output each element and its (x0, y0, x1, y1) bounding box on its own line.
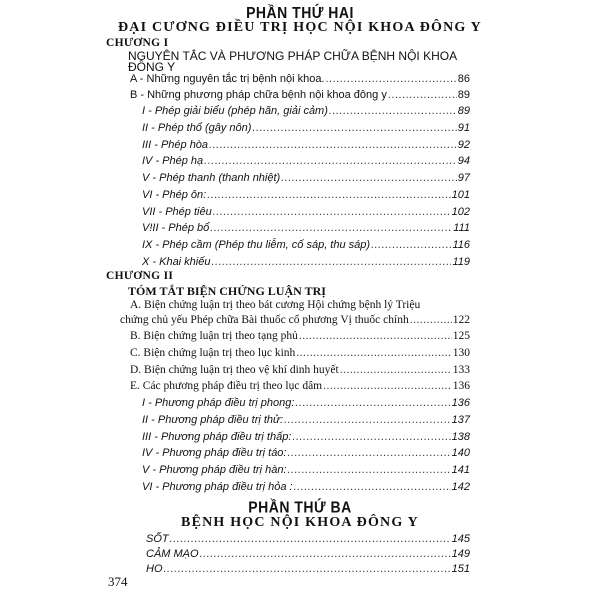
toc-entry[interactable] (130, 364, 470, 376)
toc-entry[interactable] (142, 139, 470, 151)
page-number: 374 (108, 574, 128, 589)
leader-dots (164, 563, 451, 575)
part3-title: BỆNH HỌC NỘI KHOA ĐÔNG Y (181, 515, 419, 531)
leader-dots (295, 397, 450, 409)
toc-entry-page: 119 (452, 255, 470, 268)
toc-entry-text: I - Phép giải biểu (phép hãn, giải cảm) (142, 105, 328, 118)
toc-entry-text: II - Phương pháp điều trị thử: (142, 413, 284, 426)
toc-entry-page: 149 (451, 548, 470, 561)
toc-entry-text: X - Khai khiếu (142, 255, 211, 268)
toc-entry-text: C. Biện chứng luận trị theo lục kinh (130, 346, 296, 359)
toc-entry-text: IV - Phương pháp điều trị táo: (142, 447, 287, 460)
toc-entry[interactable] (142, 431, 470, 443)
leader-dots (388, 89, 457, 101)
toc-entry-text: I - Phương pháp điều trị phong: (142, 397, 295, 410)
toc-entry-text: II - Phép thổ (gây nôn) (142, 121, 252, 134)
toc-entry-text: B - Những phương pháp chữa bệnh nội khoa đông y (130, 89, 387, 102)
toc-entry-page: 145 (451, 533, 470, 546)
toc-entry[interactable] (142, 256, 470, 268)
toc-entry[interactable] (142, 239, 470, 251)
toc-entry[interactable] (142, 189, 470, 201)
toc-entry[interactable] (142, 172, 470, 184)
toc-entry[interactable] (142, 155, 470, 167)
toc-entry-text: CẢM MẠO (146, 548, 199, 561)
toc-entry-page: 133 (452, 363, 470, 376)
toc-entry-text: B. Biện chứng luận trị theo tạng phủ (130, 330, 298, 343)
chapter2-title: TÓM TẮT BIỆN CHỨNG LUẬN TRỊ (128, 283, 326, 298)
toc-entry-text: E. Các phương pháp điều trị theo lục dâm (130, 380, 323, 393)
toc-entry[interactable] (130, 347, 470, 359)
toc-entry-text: III - Phép hòa (142, 138, 209, 151)
leader-dots (170, 533, 451, 545)
leader-dots (340, 364, 452, 376)
part2-heading: PHẦN THỨ HAI (246, 2, 354, 21)
toc-entry-text: D. Biện chứng luận trị theo vệ khí dinh huyết (130, 363, 339, 376)
chapter1-title: NGUYÊN TẮC VÀ PHƯƠNG PHÁP CHỮA BỆNH NỘI KHOA ĐÔNG Y (128, 49, 457, 75)
toc-entry-page: 125 (452, 330, 470, 343)
leader-dots (284, 414, 451, 426)
toc-entry[interactable] (142, 464, 470, 476)
part2-title: ĐẠI CƯƠNG ĐIỀU TRỊ HỌC NỘI KHOA ĐÔNG Y (118, 20, 482, 36)
toc-entry-page: 91 (457, 121, 470, 134)
toc-entry[interactable] (130, 73, 470, 85)
toc-entry[interactable] (130, 380, 470, 392)
leader-dots (296, 347, 451, 359)
toc-entry-text: VII - Phép tiêu (142, 205, 212, 218)
leader-dots (252, 122, 456, 134)
leader-dots (287, 447, 450, 459)
toc-entry-text: HO (146, 563, 163, 576)
toc-entry[interactable] (142, 397, 470, 409)
toc-entry-a-line1[interactable]: A. Biện chứng luận trị theo bát cương Hội chứng bệnh lý Triệu (130, 299, 421, 312)
toc-entry-text: III - Phương pháp điều trị thấp: (142, 430, 292, 443)
toc-entry[interactable] (146, 533, 470, 545)
toc-entry-page: 101 (451, 188, 470, 201)
toc-entry-text: chứng chủ yếu Phép chữa Bài thuốc cổ phương Vị thuốc chính (120, 314, 409, 327)
toc-entry-page: 136 (451, 397, 470, 410)
toc-entry-page: 141 (451, 464, 470, 477)
leader-dots (323, 380, 452, 392)
toc-entry[interactable] (142, 414, 470, 426)
toc-entry-text: SỐT (146, 533, 169, 546)
leader-dots (371, 239, 451, 251)
toc-entry-text: IV - Phép hạ (142, 155, 204, 168)
leader-dots (299, 330, 452, 342)
toc-entry[interactable] (130, 330, 470, 342)
toc-entry-page: 122 (452, 314, 470, 327)
toc-entry[interactable] (146, 563, 470, 575)
leader-dots (207, 189, 450, 201)
leader-dots (326, 73, 457, 85)
toc-entry-page: 111 (453, 222, 470, 235)
leader-dots (213, 206, 451, 218)
toc-entry-text: A - Những nguyên tắc trị bệnh nội khoa. (130, 72, 325, 85)
toc-entry[interactable] (130, 89, 470, 101)
toc-entry-page: 142 (451, 480, 470, 493)
leader-dots (281, 172, 457, 184)
toc-entry-text: IX - Phép cầm (Phép thu liễm, cố sáp, thu sáp) (142, 239, 371, 251)
toc-entry[interactable] (142, 122, 470, 134)
toc-entry-text: V - Phương pháp điều trị hàn: (142, 464, 287, 477)
toc-entry-page: 130 (452, 346, 470, 359)
toc-entry-page: 89 (457, 105, 470, 118)
toc-entry-page: 89 (457, 89, 470, 102)
leader-dots (211, 256, 451, 268)
toc-entry-page: 97 (457, 172, 470, 185)
chapter1-label: CHƯƠNG I (106, 37, 169, 50)
toc-entry-page: 102 (451, 205, 470, 218)
toc-entry-page: 136 (452, 380, 470, 393)
toc-entry-page: 137 (451, 413, 470, 426)
toc-entry[interactable] (142, 105, 470, 117)
leader-dots (209, 139, 457, 151)
toc-entry[interactable] (142, 481, 470, 493)
toc-entry-page: 94 (457, 155, 470, 168)
toc-entry-page: 92 (457, 138, 470, 151)
leader-dots (410, 314, 452, 326)
toc-entry-page: 86 (457, 72, 470, 85)
toc-entry-text: VI - Phép ôn: (142, 188, 207, 201)
leader-dots (200, 548, 451, 560)
leader-dots (288, 464, 451, 476)
leader-dots (204, 155, 457, 167)
toc-entry[interactable] (120, 314, 470, 326)
toc-entry[interactable] (142, 222, 470, 234)
toc-entry[interactable] (142, 447, 470, 459)
leader-dots (294, 481, 451, 493)
toc-entry-page: 116 (452, 239, 470, 251)
part3-heading: PHẦN THỨ BA (248, 498, 352, 517)
toc-entry[interactable] (142, 206, 470, 218)
leader-dots (292, 431, 450, 443)
toc-entry-text: V!II - Phép bổ (142, 222, 210, 235)
toc-entry-text: VI - Phương pháp điều trị hỏa : (142, 480, 293, 493)
chapter2-label: CHƯƠNG II (106, 269, 174, 282)
leader-dots (210, 222, 452, 234)
toc-entry-page: 151 (451, 563, 470, 576)
toc-entry-page: 140 (451, 447, 470, 460)
toc-entry-text: V - Phép thanh (thanh nhiệt) (142, 172, 281, 185)
toc-entry-page: 138 (451, 430, 470, 443)
leader-dots (329, 105, 457, 117)
toc-entry[interactable] (146, 548, 470, 560)
